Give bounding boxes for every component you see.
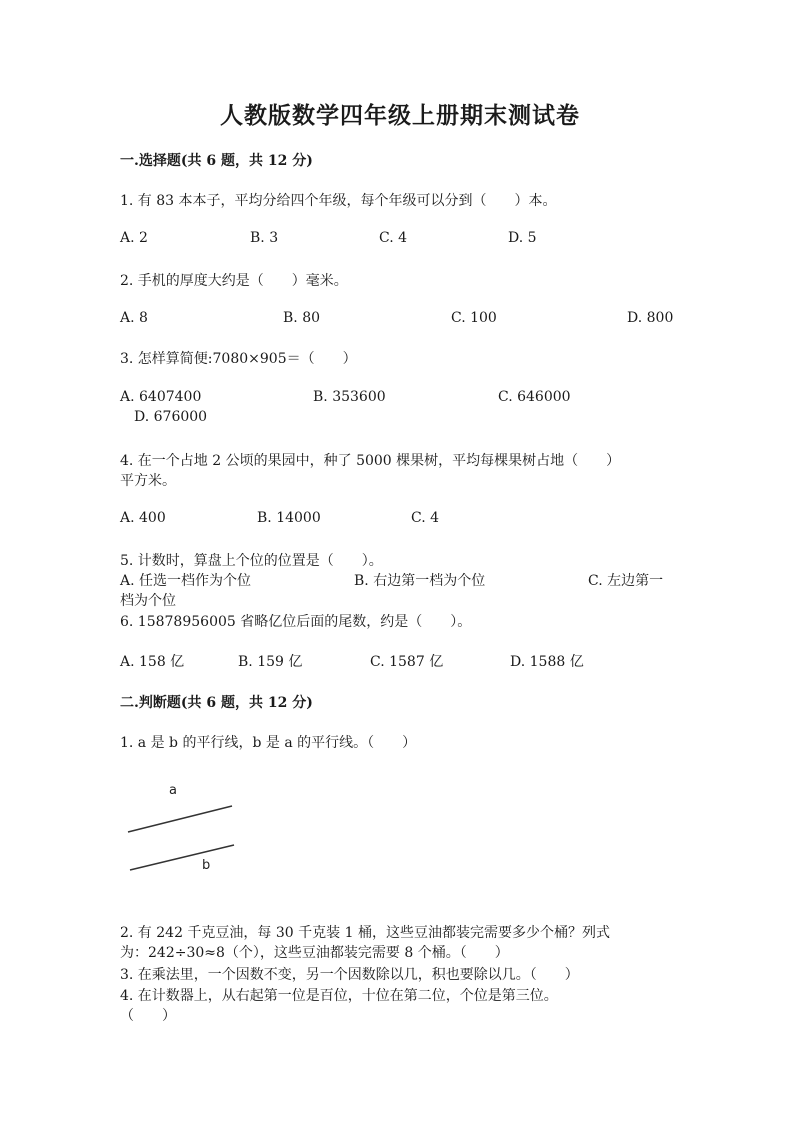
option-1-4-c: C. 4 <box>411 510 440 526</box>
option-1-3-c: C. 646000 <box>498 389 571 405</box>
question-2-4: 4. 在计数器上，从右起第一位是百位，十位在第二位，个位是第三位。 <box>120 988 558 1004</box>
option-1-5-b: B. 右边第一档为个位 <box>354 573 486 589</box>
section-heading-judgment: 二.判断题(共 6 题，共 12 分) <box>120 695 313 711</box>
option-1-5-c-continued: 档为个位 <box>120 593 176 609</box>
question-1-1: 1. 有 83 本本子，平均分给四个年级，每个年级可以分到（ ）本。 <box>120 193 557 209</box>
question-1-4: 4. 在一个占地 2 公顷的果园中，种了 5000 棵果树，平均每棵果树占地（ ） <box>120 453 621 469</box>
option-1-4-b: B. 14000 <box>257 510 321 526</box>
option-1-5-a: A. 任选一档作为个位 <box>120 573 252 589</box>
option-1-2-c: C. 100 <box>451 310 497 326</box>
line-a <box>128 806 232 832</box>
option-1-1-d: D. 5 <box>508 230 537 246</box>
option-1-1-a: A. 2 <box>120 230 148 246</box>
question-2-4-continued: （ ） <box>120 1008 176 1024</box>
question-1-5: 5. 计数时，算盘上个位的位置是（ ）。 <box>120 553 383 569</box>
question-1-3: 3. 怎样算简便:7080×905＝（ ） <box>120 351 357 367</box>
question-2-2-continued: 为：242÷30≈8（个），这些豆油都装完需要 8 个桶。（ ） <box>120 945 509 961</box>
option-1-4-a: A. 400 <box>120 510 166 526</box>
option-1-3-b: B. 353600 <box>313 389 386 405</box>
question-2-3: 3. 在乘法里，一个因数不变，另一个因数除以几，积也要除以几。（ ） <box>120 967 579 983</box>
option-1-2-b: B. 80 <box>283 310 321 326</box>
section-heading-choice: 一.选择题(共 6 题，共 12 分) <box>120 153 313 169</box>
option-1-2-a: A. 8 <box>120 310 148 326</box>
option-1-2-d: D. 800 <box>627 310 674 326</box>
option-1-5-c: C. 左边第一 <box>588 573 664 589</box>
option-1-6-b: B. 159 亿 <box>238 654 303 670</box>
option-1-6-a: A. 158 亿 <box>120 654 185 670</box>
question-1-2: 2. 手机的厚度大约是（ ）毫米。 <box>120 273 348 289</box>
question-1-4-continued: 平方米。 <box>120 473 176 489</box>
line-b <box>130 845 234 870</box>
question-1-6: 6. 15878956005 省略亿位后面的尾数，约是（ ）。 <box>120 614 472 630</box>
option-1-1-b: B. 3 <box>250 230 279 246</box>
question-2-2: 2. 有 242 千克豆油，每 30 千克装 1 桶，这些豆油都装完需要多少个桶？列式 <box>120 925 610 941</box>
parallel-lines-figure <box>120 775 250 885</box>
question-2-1: 1. a 是 b 的平行线，b 是 a 的平行线。（ ） <box>120 735 417 751</box>
option-1-3-d: D. 676000 <box>134 409 208 425</box>
option-1-6-c: C. 1587 亿 <box>370 654 444 670</box>
option-1-1-c: C. 4 <box>379 230 408 246</box>
option-1-3-a: A. 6407400 <box>120 389 202 405</box>
label-a: a <box>169 783 177 798</box>
label-b: b <box>202 858 211 873</box>
option-1-6-d: D. 1588 亿 <box>510 654 584 670</box>
page-title: 人教版数学四年级上册期末测试卷 <box>220 102 580 129</box>
